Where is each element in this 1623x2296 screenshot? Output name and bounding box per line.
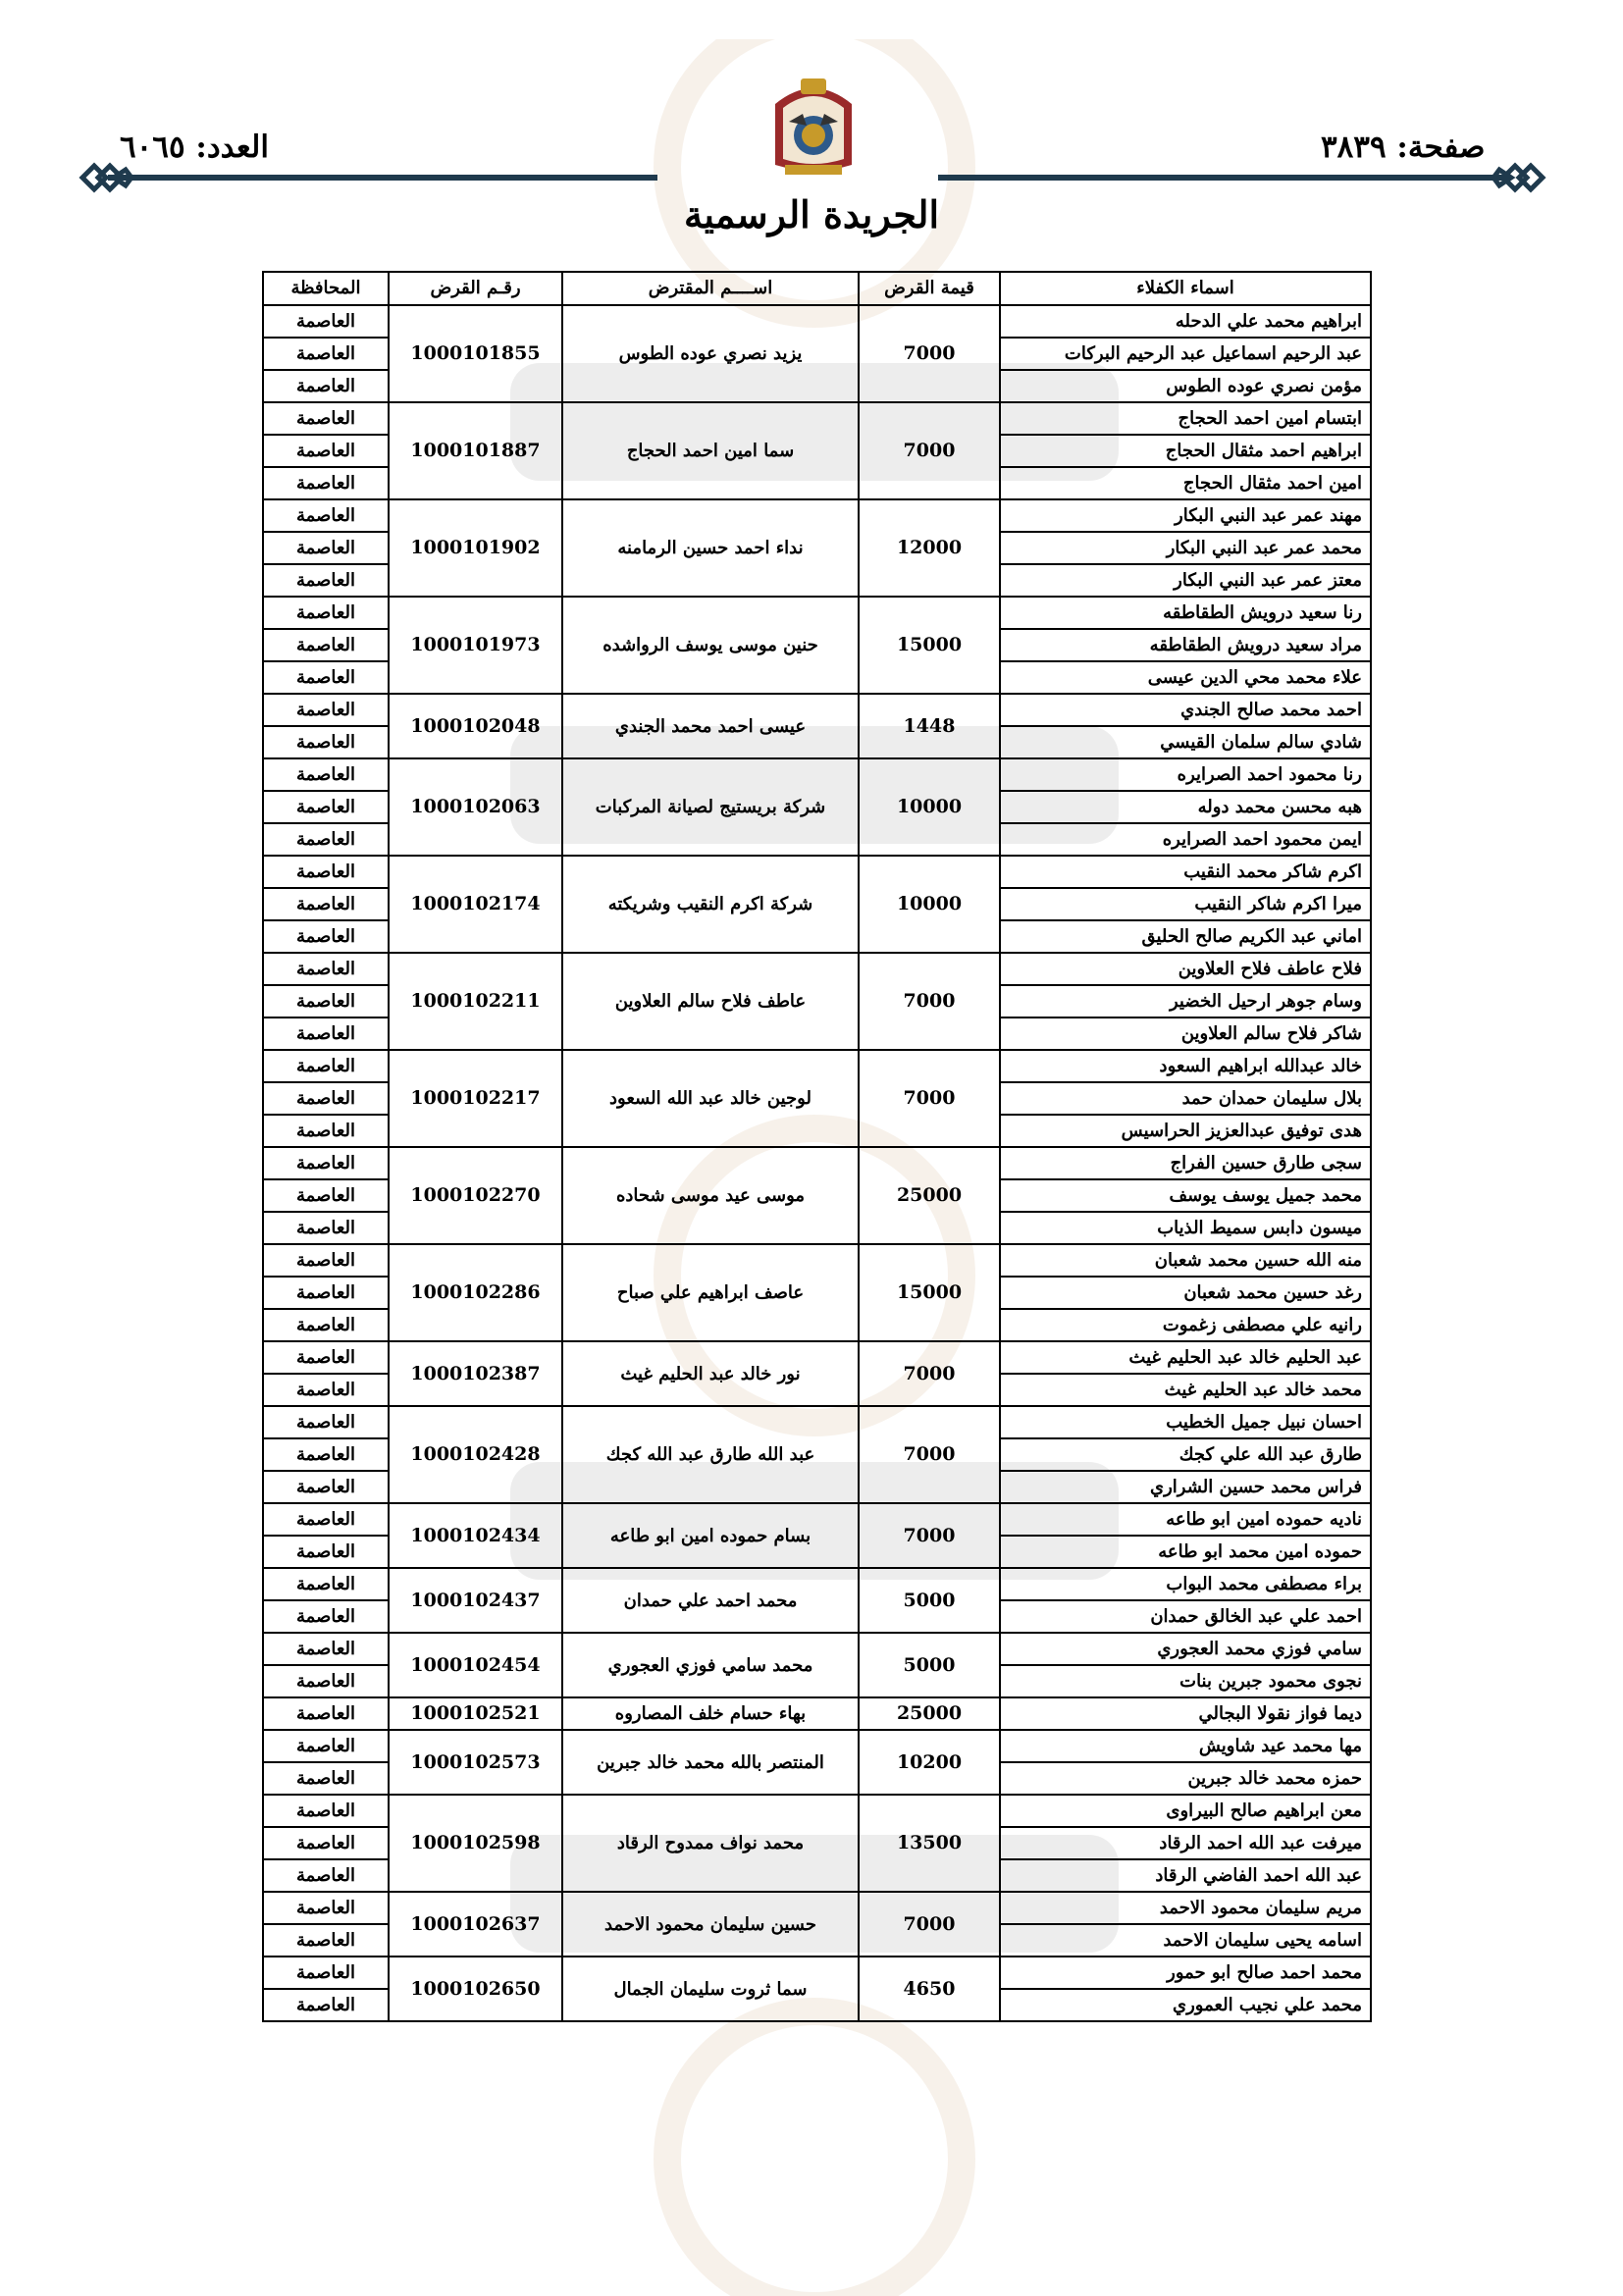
loan-number: 1000102434 [389, 1503, 562, 1568]
guarantor-name: ميرا اكرم شاكر النقيب [1000, 888, 1371, 920]
guarantor-name: امين احمد مثقال الحجاج [1000, 467, 1371, 499]
guarantor-name: احمد محمد صالح الجندي [1000, 694, 1371, 726]
governorate: العاصمة [263, 1277, 389, 1309]
table-row [263, 856, 1371, 888]
loan-number: 1000102437 [389, 1568, 562, 1633]
governorate: العاصمة [263, 1341, 389, 1374]
guarantor-name: مؤمن نصري عوده الطوس [1000, 370, 1371, 402]
governorate: العاصمة [263, 888, 389, 920]
governorate: العاصمة [263, 1309, 389, 1341]
loan-amount: 15000 [859, 1244, 1000, 1341]
loans-table [262, 271, 1372, 2022]
loan-number: 1000102573 [389, 1730, 562, 1795]
governorate: العاصمة [263, 305, 389, 338]
governorate: العاصمة [263, 1471, 389, 1503]
loan-number: 1000101902 [389, 499, 562, 597]
table-row [263, 1633, 1371, 1665]
guarantor-name: عبد الحليم خالد عبد الحليم غيث [1000, 1341, 1371, 1374]
governorate: العاصمة [263, 1665, 389, 1697]
loan-amount: 5000 [859, 1568, 1000, 1633]
guarantor-name: فلاح عاطف فلاح العلاوين [1000, 953, 1371, 985]
table-header-row [263, 272, 1371, 305]
governorate: العاصمة [263, 1244, 389, 1277]
loan-amount: 15000 [859, 597, 1000, 694]
loan-number: 1000102286 [389, 1244, 562, 1341]
header-guarantors: اسماء الكفلاء [1000, 272, 1371, 305]
borrower-name: محمد نواف ممدوح الرقاد [562, 1795, 859, 1892]
table-row [263, 758, 1371, 791]
borrower-name: شركة اكرم النقيب وشريكته [562, 856, 859, 953]
governorate: العاصمة [263, 1082, 389, 1115]
guarantor-name: شادي سالم سلمان القيسي [1000, 726, 1371, 758]
header-loan-number: رقـم القرض [389, 272, 562, 305]
governorate: العاصمة [263, 597, 389, 629]
loan-amount: 25000 [859, 1147, 1000, 1244]
governorate: العاصمة [263, 629, 389, 661]
governorate: العاصمة [263, 823, 389, 856]
table-row [263, 1892, 1371, 1924]
guarantor-name: محمد جميل يوسف يوسف [1000, 1179, 1371, 1212]
loan-number: 1000102217 [389, 1050, 562, 1147]
borrower-name: المنتصر بالله محمد خالد جبرين [562, 1730, 859, 1795]
loan-amount: 25000 [859, 1697, 1000, 1730]
table-row [263, 1795, 1371, 1827]
governorate: العاصمة [263, 1795, 389, 1827]
governorate: العاصمة [263, 1568, 389, 1600]
loan-amount: 7000 [859, 1503, 1000, 1568]
table-row [263, 1244, 1371, 1277]
guarantor-name: اماني عبد الكريم صالح الحليق [1000, 920, 1371, 953]
table-row [263, 694, 1371, 726]
guarantor-name: محمد خالد عبد الحليم غيث [1000, 1374, 1371, 1406]
governorate: العاصمة [263, 1600, 389, 1633]
guarantor-name: ميرفت عبد الله احمد الرقاد [1000, 1827, 1371, 1859]
guarantor-name: ابراهيم محمد علي الدحله [1000, 305, 1371, 338]
guarantor-name: رغد حسين محمد شعبان [1000, 1277, 1371, 1309]
governorate: العاصمة [263, 1536, 389, 1568]
guarantor-name: نجوى محمود جبرين بنات [1000, 1665, 1371, 1697]
governorate: العاصمة [263, 1859, 389, 1892]
guarantor-name: مهند عمر عبد النبي البكار [1000, 499, 1371, 532]
loan-number: 1000102387 [389, 1341, 562, 1406]
table-row [263, 953, 1371, 985]
guarantor-name: منه الله حسين محمد شعبان [1000, 1244, 1371, 1277]
loan-number: 1000102048 [389, 694, 562, 758]
loan-number: 1000102174 [389, 856, 562, 953]
guarantor-name: طارق عبد الله علي كجك [1000, 1438, 1371, 1471]
table-row [263, 402, 1371, 435]
loan-amount: 7000 [859, 953, 1000, 1050]
governorate: العاصمة [263, 1989, 389, 2021]
loan-amount: 10000 [859, 856, 1000, 953]
borrower-name: سما امين احمد الحجاج [562, 402, 859, 499]
guarantor-name: محمد احمد صالح ابو حمور [1000, 1957, 1371, 1989]
borrower-name: عاصف ابراهيم علي صباح [562, 1244, 859, 1341]
guarantor-name: علاء محمد محي الدين عيسى [1000, 661, 1371, 694]
loans-table-body [263, 305, 1371, 2021]
loan-amount: 12000 [859, 499, 1000, 597]
table-row [263, 1957, 1371, 1989]
guarantor-name: رنا محمود احمد الصرايره [1000, 758, 1371, 791]
borrower-name: عيسى احمد محمد الجندي [562, 694, 859, 758]
loan-number: 1000102211 [389, 953, 562, 1050]
loan-amount: 1448 [859, 694, 1000, 758]
governorate: العاصمة [263, 1892, 389, 1924]
loan-amount: 7000 [859, 1892, 1000, 1957]
guarantor-name: ديما فواز نقولا البجالي [1000, 1697, 1371, 1730]
table-row [263, 1406, 1371, 1438]
governorate: العاصمة [263, 1212, 389, 1244]
governorate: العاصمة [263, 467, 389, 499]
guarantor-name: سجى طارق حسين الفراج [1000, 1147, 1371, 1179]
governorate: العاصمة [263, 532, 389, 564]
table-row [263, 1341, 1371, 1374]
governorate: العاصمة [263, 1438, 389, 1471]
governorate: العاصمة [263, 1018, 389, 1050]
governorate: العاصمة [263, 1147, 389, 1179]
loan-number: 1000101973 [389, 597, 562, 694]
governorate: العاصمة [263, 370, 389, 402]
guarantor-name: احسان نبيل جميل الخطيب [1000, 1406, 1371, 1438]
guarantor-name: حمزه محمد خالد جبرين [1000, 1762, 1371, 1795]
guarantor-name: هدى توفيق عبدالعزيز الحراسيس [1000, 1115, 1371, 1147]
loan-amount: 5000 [859, 1633, 1000, 1697]
loan-amount: 7000 [859, 305, 1000, 402]
governorate: العاصمة [263, 338, 389, 370]
table-row [263, 1697, 1371, 1730]
governorate: العاصمة [263, 953, 389, 985]
guarantor-name: وسام جوهر ارحيل الخضير [1000, 985, 1371, 1018]
table-row [263, 1568, 1371, 1600]
guarantor-name: عبد الرحيم اسماعيل عبد الرحيم البركات [1000, 338, 1371, 370]
guarantor-name: ابراهيم احمد مثقال الحجاج [1000, 435, 1371, 467]
governorate: العاصمة [263, 694, 389, 726]
borrower-name: عاطف فلاح سالم العلاوين [562, 953, 859, 1050]
governorate: العاصمة [263, 499, 389, 532]
loan-amount: 10200 [859, 1730, 1000, 1795]
guarantor-name: محمد علي نجيب العموري [1000, 1989, 1371, 2021]
header-governorate: المحافظة [263, 272, 389, 305]
guarantor-name: ابتسام امين احمد الحجاج [1000, 402, 1371, 435]
header-rule-left [108, 175, 657, 181]
guarantor-name: بلال سليمان حمدان حمد [1000, 1082, 1371, 1115]
borrower-name: نداء احمد حسين الرمامنه [562, 499, 859, 597]
loan-number: 1000102598 [389, 1795, 562, 1892]
governorate: العاصمة [263, 402, 389, 435]
loan-amount: 7000 [859, 402, 1000, 499]
governorate: العاصمة [263, 1924, 389, 1957]
borrower-name: بهاء حسام خلف المصاروه [562, 1697, 859, 1730]
table-row [263, 499, 1371, 532]
loan-number: 1000102650 [389, 1957, 562, 2021]
governorate: العاصمة [263, 1179, 389, 1212]
guarantor-name: اكرم شاكر محمد النقيب [1000, 856, 1371, 888]
borrower-name: يزيد نصري عوده الطوس [562, 305, 859, 402]
header-borrower: اســــم المقترض [562, 272, 859, 305]
borrower-name: لوجين خالد عبد الله السعود [562, 1050, 859, 1147]
loan-number: 1000102454 [389, 1633, 562, 1697]
table-row [263, 1730, 1371, 1762]
page-number: صفحة: ٣٨٣٩ [1321, 130, 1486, 165]
guarantor-name: فراس محمد حسين الشراري [1000, 1471, 1371, 1503]
guarantor-name: مها محمد عيد شاويش [1000, 1730, 1371, 1762]
governorate: العاصمة [263, 985, 389, 1018]
borrower-name: سما ثروت سليمان الجمال [562, 1957, 859, 2021]
guarantor-name: اسامه يحيى سليمان الاحمد [1000, 1924, 1371, 1957]
governorate: العاصمة [263, 856, 389, 888]
governorate: العاصمة [263, 1697, 389, 1730]
table-row [263, 305, 1371, 338]
guarantor-name: سامي فوزي محمد العجوري [1000, 1633, 1371, 1665]
borrower-name: محمد سامي فوزي العجوري [562, 1633, 859, 1697]
guarantor-name: معتز عمر عبد النبي البكار [1000, 564, 1371, 597]
loan-number: 1000102521 [389, 1697, 562, 1730]
guarantor-name: حموده امين محمد ابو طاعه [1000, 1536, 1371, 1568]
borrower-name: نور خالد عبد الحليم غيث [562, 1341, 859, 1406]
loan-amount: 10000 [859, 758, 1000, 856]
guarantor-name: محمد عمر عبد النبي البكار [1000, 532, 1371, 564]
guarantor-name: رانيه علي مصطفى زغموت [1000, 1309, 1371, 1341]
guarantor-name: مريم سليمان محمود الاحمد [1000, 1892, 1371, 1924]
loan-number: 1000102637 [389, 1892, 562, 1957]
loan-number: 1000101855 [389, 305, 562, 402]
governorate: العاصمة [263, 920, 389, 953]
governorate: العاصمة [263, 1050, 389, 1082]
guarantor-name: خالد عبدالله ابراهيم السعود [1000, 1050, 1371, 1082]
governorate: العاصمة [263, 1503, 389, 1536]
governorate: العاصمة [263, 1730, 389, 1762]
guarantor-name: ايمن محمود احمد الصرايره [1000, 823, 1371, 856]
loan-amount: 7000 [859, 1341, 1000, 1406]
loan-amount: 7000 [859, 1050, 1000, 1147]
issue-number: العدد: ٦٠٦٥ [120, 130, 269, 165]
governorate: العاصمة [263, 435, 389, 467]
table-row [263, 1147, 1371, 1179]
table-row [263, 1503, 1371, 1536]
loan-number: 1000102428 [389, 1406, 562, 1503]
guarantor-name: معن ابراهيم صالح البيراوى [1000, 1795, 1371, 1827]
borrower-name: حسين سليمان محمود الاحمد [562, 1892, 859, 1957]
gazette-title: الجريدة الرسمية [683, 192, 940, 236]
governorate: العاصمة [263, 1633, 389, 1665]
governorate: العاصمة [263, 791, 389, 823]
guarantor-name: مراد سعيد درويش الطقاطقه [1000, 629, 1371, 661]
guarantor-name: احمد علي عبد الخالق حمدان [1000, 1600, 1371, 1633]
borrower-name: محمد احمد علي حمدان [562, 1568, 859, 1633]
borrower-name: عبد الله طارق عبد الله كجك [562, 1406, 859, 1503]
table-row [263, 1050, 1371, 1082]
guarantor-name: هبه محسن محمد دوله [1000, 791, 1371, 823]
governorate: العاصمة [263, 1762, 389, 1795]
guarantor-name: براء مصطفى محمد البواب [1000, 1568, 1371, 1600]
guarantor-name: عبد الله احمد الفاضي الرقاد [1000, 1859, 1371, 1892]
governorate: العاصمة [263, 1374, 389, 1406]
header-rule-right [938, 175, 1509, 181]
governorate: العاصمة [263, 661, 389, 694]
governorate: العاصمة [263, 1115, 389, 1147]
guarantor-name: ناديه حموده امين ابو طاعه [1000, 1503, 1371, 1536]
loan-amount: 4650 [859, 1957, 1000, 2021]
governorate: العاصمة [263, 1827, 389, 1859]
borrower-name: موسى عيد موسى شحاده [562, 1147, 859, 1244]
guarantor-name: ميسون دابس سميط الذياب [1000, 1212, 1371, 1244]
loan-amount: 13500 [859, 1795, 1000, 1892]
governorate: العاصمة [263, 1957, 389, 1989]
guarantor-name: شاكر فلاح سالم العلاوين [1000, 1018, 1371, 1050]
borrower-name: شركة بريستيج لصيانة المركبات [562, 758, 859, 856]
table-row [263, 597, 1371, 629]
loan-number: 1000101887 [389, 402, 562, 499]
loan-number: 1000102063 [389, 758, 562, 856]
guarantor-name: رنا سعيد درويش الطقاطقه [1000, 597, 1371, 629]
governorate: العاصمة [263, 564, 389, 597]
borrower-name: حنين موسى يوسف الرواشده [562, 597, 859, 694]
coat-of-arms-icon [756, 75, 871, 184]
governorate: العاصمة [263, 758, 389, 791]
header-loan-amount: قيمة القرض [859, 272, 1000, 305]
governorate: العاصمة [263, 1406, 389, 1438]
loan-amount: 7000 [859, 1406, 1000, 1503]
borrower-name: بسام حموده امين ابو طاعه [562, 1503, 859, 1568]
governorate: العاصمة [263, 726, 389, 758]
loan-number: 1000102270 [389, 1147, 562, 1244]
